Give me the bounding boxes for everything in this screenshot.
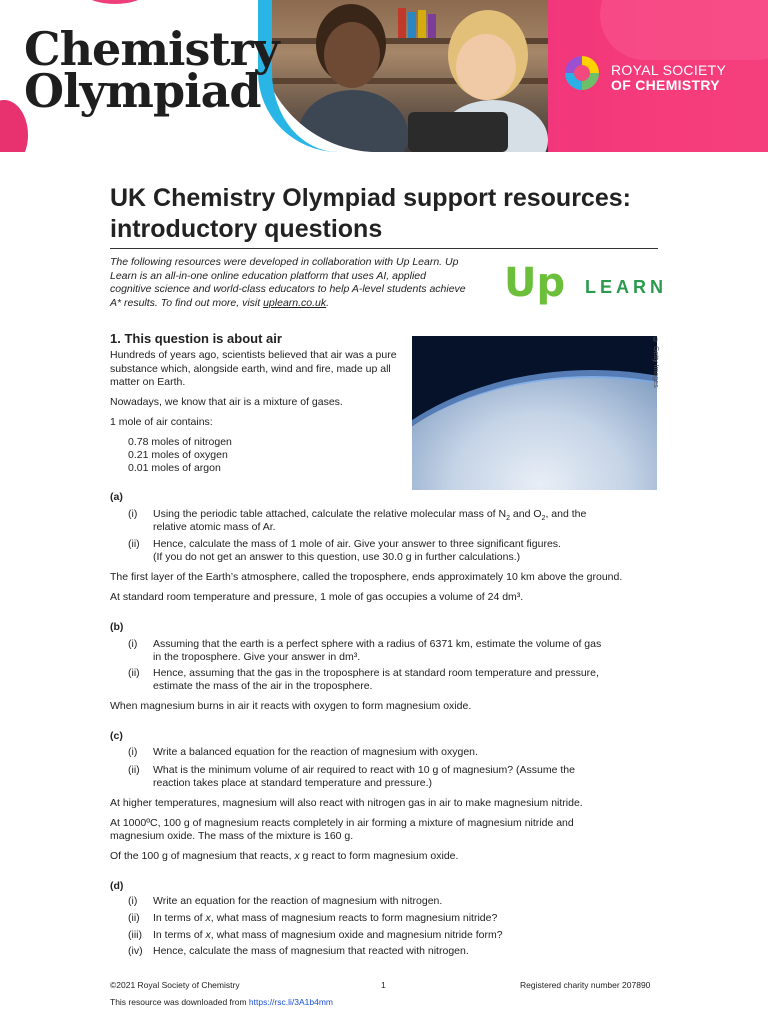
title-divider	[110, 248, 658, 249]
body-paragraph: At higher temperatures, magnesium will also react with nitrogen gas in air to make magnesium nitride.	[110, 797, 583, 809]
subpart-text: Using the periodic table attached, calculate the relative molecular mass of $N_2$ and $O_2$, and the	[153, 508, 587, 523]
body-paragraph: Of the 100 g of magnesium that reacts, x g react to form magnesium oxide.	[110, 850, 459, 862]
rsc-line1: ROYAL SOCIETY	[611, 62, 727, 78]
subpart-number: (ii)	[128, 912, 140, 924]
body-paragraph: At standard room temperature and pressure, 1 mole of gas occupies a volume of 24 dm³.	[110, 591, 524, 603]
download-note: This resource was downloaded from https://rsc.li/3A1b4mm	[110, 997, 333, 1007]
body-paragraph: At 1000ºC, 100 g of magnesium reacts completely in air forming a mixture of magnesium nitride and	[110, 817, 574, 829]
subpart-text: Write an equation for the reaction of magnesium with nitrogen.	[153, 895, 443, 907]
header-banner	[0, 0, 768, 152]
decorative-shape	[600, 0, 768, 60]
intro-text: The following resources were developed in collaboration with Up Learn. Up Learn is an all-in-one online education platform that uses AI, applied cognitive science and world-class educators to help A-level students achieve A* results. To find out more, visit	[110, 256, 466, 309]
air-component: 0.78 moles of nitrogen	[128, 436, 232, 448]
q1-paragraph-1: Hundreds of years ago, scientists believed that air was a pure substance which, alongside earth, wind and fire, made up all matter on Earth.	[110, 349, 397, 388]
part-label: (b)	[110, 621, 124, 633]
subpart-text: Hence, calculate the mass of 1 mole of air. Give your answer to three significant figures.	[153, 538, 561, 550]
uplearn-logo-learn: LEARN	[585, 277, 667, 297]
body-paragraph: The first layer of the Earth’s atmosphere, called the troposphere, ends approximately 10 km above the ground.	[110, 571, 623, 583]
subpart-number: (iii)	[128, 929, 142, 941]
decorative-shape	[85, 0, 145, 4]
chemistry-olympiad-logo	[24, 22, 279, 118]
page-title: UK Chemistry Olympiad support resources: introductory questions	[110, 184, 631, 243]
q1-paragraph-3: 1 mole of air contains:	[110, 416, 213, 428]
part-label: (c)	[110, 730, 123, 742]
subpart-text: What is the minimum volume of air required to react with 10 g of magnesium? (Assume the	[153, 764, 575, 776]
q1-paragraph-2: Nowadays, we know that air is a mixture of gases.	[110, 396, 343, 408]
subpart-text: Assuming that the earth is a perfect sphere with a radius of 6371 km, estimate the volume of gas	[153, 638, 602, 650]
download-link[interactable]: https://rsc.li/3A1b4mm	[248, 997, 333, 1007]
intro-end: .	[326, 296, 330, 309]
subpart-number: (i)	[128, 508, 138, 520]
footer-copyright: ©2021 Royal Society of Chemistry	[110, 980, 240, 990]
subpart-number: (ii)	[128, 538, 140, 550]
rsc-logo-text	[611, 63, 726, 93]
uplearn-link[interactable]: uplearn.co.uk	[263, 296, 327, 309]
subpart-text: (If you do not get an answer to this question, use 30.0 g in further calculations.)	[153, 551, 521, 563]
air-component: 0.21 moles of oxygen	[128, 449, 228, 461]
uplearn-logo-up: Up	[504, 260, 566, 306]
body-paragraph: magnesium oxide. The mass of the mixture is 160 g.	[110, 830, 354, 842]
subpart-text: Hence, assuming that the gas in the troposphere is at standard room temperature and pressure,	[153, 667, 599, 679]
intro-paragraph	[110, 256, 470, 310]
rsc-line2: OF CHEMISTRY	[611, 77, 720, 93]
subpart-number: (i)	[128, 746, 138, 758]
rsc-logo-icon-center	[574, 65, 590, 81]
subpart-text: Write a balanced equation for the reaction of magnesium with oxygen.	[153, 746, 478, 758]
subpart-text: In terms of x, what mass of magnesium reacts to form magnesium nitride?	[153, 912, 498, 924]
subpart-number: (ii)	[128, 764, 140, 776]
subpart-number: (ii)	[128, 667, 140, 679]
subpart-number: (i)	[128, 638, 138, 650]
page-number: 1	[381, 980, 386, 990]
subpart-text: reaction takes place at standard temperature and pressure.)	[153, 777, 432, 789]
subpart-text: in the troposphere. Give your answer in dm³.	[153, 651, 361, 663]
body-paragraph: When magnesium burns in air it reacts with oxygen to form magnesium oxide.	[110, 700, 472, 712]
part-label: (d)	[110, 880, 124, 892]
subpart-number: (i)	[128, 895, 138, 907]
image-credit: © Getty Images	[652, 337, 659, 388]
question-heading: 1. This question is about air	[110, 331, 282, 346]
subpart-text: relative atomic mass of Ar.	[153, 521, 276, 533]
subpart-text: estimate the mass of the air in the troposphere.	[153, 680, 373, 692]
subpart-text: In terms of x, what mass of magnesium oxide and magnesium nitride form?	[153, 929, 503, 941]
subpart-text: Hence, calculate the mass of magnesium that reacted with nitrogen.	[153, 945, 469, 957]
earth-atmosphere-photo	[412, 336, 657, 490]
footer-charity: Registered charity number 207890	[520, 980, 651, 990]
logo-line1: Chemistry	[24, 22, 279, 76]
subpart-number: (iv)	[128, 945, 143, 957]
logo-line2: Olympiad	[24, 64, 261, 118]
part-label: (a)	[110, 491, 123, 503]
air-component: 0.01 moles of argon	[128, 462, 221, 474]
